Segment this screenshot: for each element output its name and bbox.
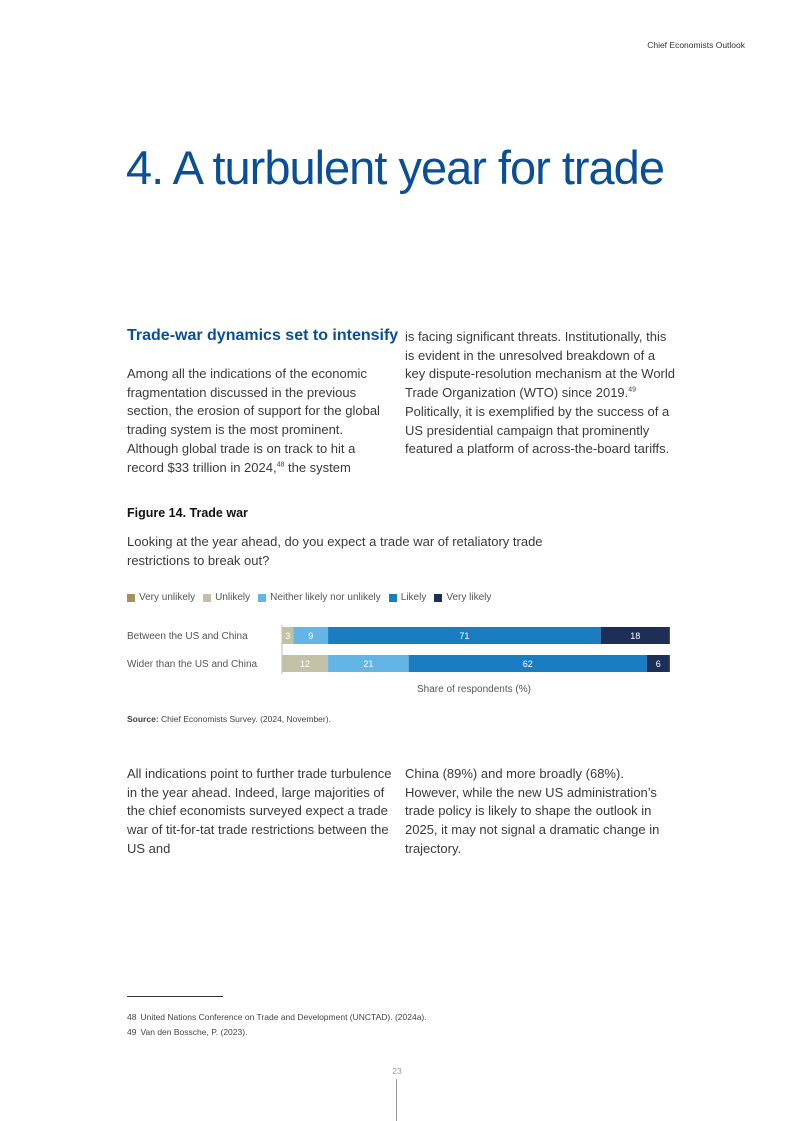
legend-label: Neither likely nor unlikely	[270, 592, 381, 603]
data-label: 12	[300, 658, 311, 669]
legend-label: Very likely	[446, 592, 492, 603]
footnote-49	[127, 1027, 247, 1037]
source-label: Source:	[127, 714, 159, 724]
body-paragraph-4: China (89%) and more broadly (68%). However, while the new US administration’s trade policy is likely to shape the outlook in 2025, it may not signal a dramatic change in trajectory.	[405, 766, 660, 856]
paragraph-text-end: the system	[284, 459, 351, 475]
data-label: 3	[285, 630, 291, 641]
footnote-divider	[127, 996, 223, 997]
figure-source	[127, 714, 331, 724]
running-header: Chief Economists Outlook	[647, 40, 745, 50]
footnote-number: 48	[127, 1012, 137, 1022]
data-label: 9	[308, 630, 314, 641]
chapter-title: 4. A turbulent year for trade	[126, 141, 664, 194]
page-number: 23	[392, 1066, 402, 1076]
paragraph-text: is facing significant threats. Institutionally, this is evident in the unresolved breakdown of a key dispute-resolution mechanism at the World Trade Organization (WTO) since 2019.	[405, 329, 675, 401]
legend-label: Very unlikely	[139, 592, 196, 603]
page-number-rule	[396, 1079, 397, 1121]
data-label: 6	[655, 658, 661, 669]
footnote-number: 49	[127, 1027, 137, 1037]
paragraph-text: Among all the indications of the economic fragmentation discussed in the previous section, the erosion of support for the global trading system is the most prominent. Although global trade is on track to hit a record $33 trillion in 2024,	[127, 366, 380, 475]
footnote-48	[127, 1012, 427, 1022]
figure-title: Figure 14. Trade war	[127, 506, 248, 520]
figure-question: Looking at the year ahead, do you expect a trade war of retaliatory trade restrictions to break out?	[127, 534, 543, 568]
data-label: 71	[459, 630, 470, 641]
footnote-ref-49[interactable]: 49	[628, 386, 637, 394]
footnote-text: United Nations Conference on Trade and Development (UNCTAD). (2024a).	[140, 1012, 427, 1022]
source-text: Chief Economists Survey. (2024, November).	[158, 714, 331, 724]
legend-label: Unlikely	[215, 592, 251, 603]
legend-label: Likely	[400, 592, 427, 603]
category-label: Wider than the US and China	[127, 659, 258, 670]
footnote-text: Van den Bossche, P. (2023).	[140, 1027, 248, 1037]
section-heading: Trade-war dynamics set to intensify	[127, 327, 399, 344]
footnote-ref-48[interactable]: 48	[276, 461, 285, 469]
category-label: Between the US and China	[127, 631, 248, 642]
body-paragraph-3: All indications point to further trade turbulence in the year ahead. Indeed, large majorities of the chief economists surveyed expect a trade war of tit-for-tat trade restrictions between the US and	[127, 766, 392, 856]
paragraph-text-end: Politically, it is exemplified by the success of a US presidential campaign that prominently featured a platform of across-the-board tariffs.	[405, 403, 670, 457]
data-label: 18	[630, 630, 641, 641]
data-label: 21	[363, 658, 374, 669]
x-axis-label: Share of respondents (%)	[417, 684, 531, 695]
data-label: 62	[522, 658, 533, 669]
